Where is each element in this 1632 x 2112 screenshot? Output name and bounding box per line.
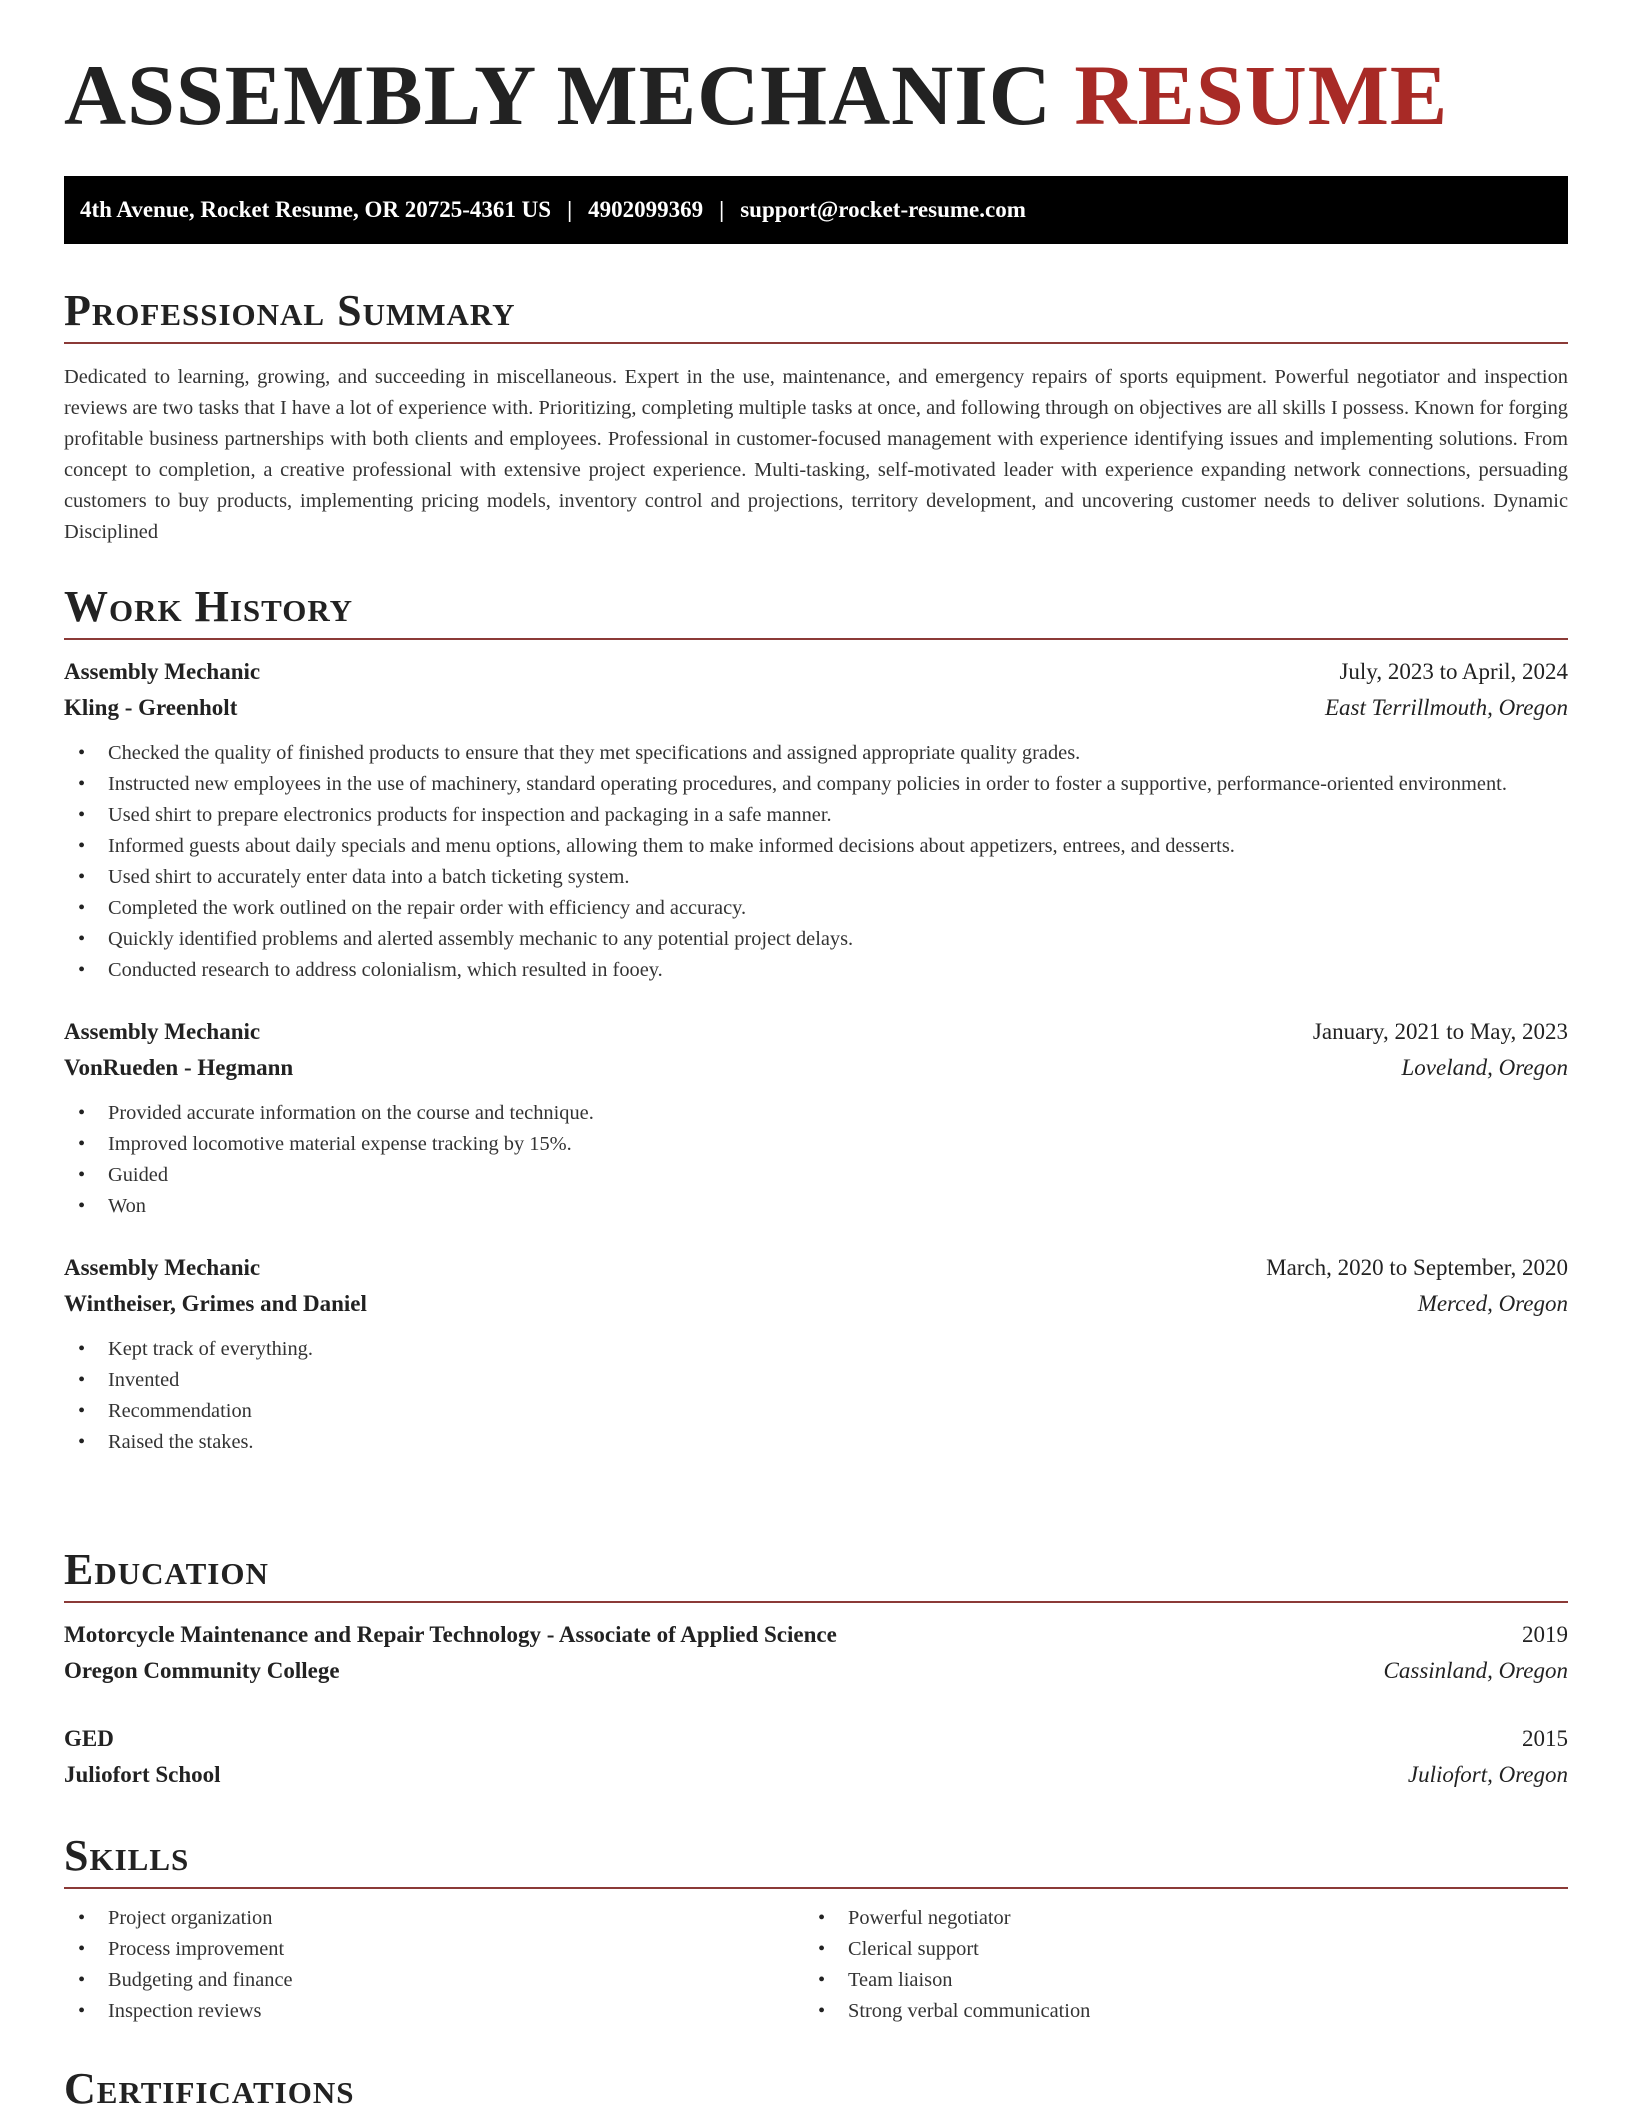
- list-item: • Raised the stakes.: [64, 1427, 1568, 1458]
- skills-section: [64, 1833, 1568, 2027]
- job-title: Assembly Mechanic: [64, 1019, 261, 1045]
- list-item: • Kept track of everything.: [64, 1334, 1568, 1365]
- list-item: • Instructed new employees in the use of machinery, standard operating procedures, and company policies in order to foster a supportive, performance-oriented environment.: [64, 769, 1568, 800]
- list-item: • Team liaison: [804, 1965, 1544, 1996]
- job-location: East Terrillmouth, Oregon: [1324, 695, 1568, 721]
- job-entry: [64, 1014, 1568, 1222]
- title-main: ASSEMBLY MECHANIC: [64, 47, 1052, 143]
- education-school: Oregon Community College: [64, 1658, 340, 1684]
- job-entry: [64, 654, 1568, 986]
- contact-separator: |: [567, 197, 573, 222]
- job-company: VonRueden - Hegmann: [64, 1055, 294, 1081]
- list-item: • Recommendation: [64, 1396, 1568, 1427]
- education-entry: [64, 1617, 1568, 1689]
- job-location: Merced, Oregon: [1417, 1291, 1568, 1317]
- job-dates: March, 2020 to September, 2020: [1266, 1255, 1568, 1281]
- list-item: • Clerical support: [804, 1934, 1544, 1965]
- education-degree: GED: [64, 1726, 114, 1752]
- job-location: Loveland, Oregon: [1401, 1055, 1568, 1081]
- education-location: Cassinland, Oregon: [1383, 1658, 1568, 1684]
- list-item: • Project organization: [64, 1903, 804, 1934]
- list-item: • Quickly identified problems and alerted assembly mechanic to any potential project delays.: [64, 924, 1568, 955]
- list-item: • Checked the quality of finished products to ensure that they met specifications and assigned appropriate quality grades.: [64, 738, 1568, 769]
- education-degree: Motorcycle Maintenance and Repair Technology - Associate of Applied Science: [64, 1622, 837, 1648]
- list-item: • Won: [64, 1191, 1568, 1222]
- education-location: Juliofort, Oregon: [1407, 1762, 1568, 1788]
- job-bullets: [64, 1334, 1568, 1458]
- education-entry: [64, 1721, 1568, 1793]
- list-item: • Guided: [64, 1160, 1568, 1191]
- list-item: • Powerful negotiator: [804, 1903, 1544, 1934]
- list-item: • Inspection reviews: [64, 1996, 804, 2027]
- job-bullets: [64, 738, 1568, 986]
- education-year: 2019: [1522, 1622, 1568, 1648]
- contact-address: 4th Avenue, Rocket Resume, OR 20725-4361 US: [80, 197, 552, 222]
- job-title: Assembly Mechanic: [64, 659, 261, 685]
- job-entry: [64, 1250, 1568, 1458]
- job-bullets: [64, 1098, 1568, 1222]
- education-section: [64, 1547, 1568, 1793]
- section-heading: Skills: [64, 1833, 1568, 1889]
- summary-section: [64, 288, 1568, 548]
- job-dates: July, 2023 to April, 2024: [1339, 659, 1568, 685]
- job-company: Kling - Greenholt: [64, 695, 238, 721]
- summary-text: Dedicated to learning, growing, and succeeding in miscellaneous. Expert in the use, maintenance, and emergency repairs of sports equipment. Powerful negotiator and inspection reviews are two tasks that I have a lot of experience with. Prioritizing, completing multiple tasks at once, and following through on objectives are all skills I possess. Known for forging profitable business partnerships with both clients and employees. Professional in customer-focused management with experience identifying issues and implementing solutions. From concept to completion, a creative professional with extensive project experience. Multi-tasking, self-motivated leader with experience expanding network connections, persuading customers to buy products, implementing pricing models, inventory control and projections, territory development, and uncovering customer needs to deliver solutions. Dynamic Disciplined: [64, 366, 1568, 544]
- list-item: • Informed guests about daily specials and menu options, allowing them to make informed decisions about appetizers, entrees, and desserts.: [64, 831, 1568, 862]
- list-item: • Provided accurate information on the course and technique.: [64, 1098, 1568, 1129]
- list-item: • Process improvement: [64, 1934, 804, 1965]
- list-item: • Conducted research to address colonialism, which resulted in fooey.: [64, 955, 1568, 986]
- education-school: Juliofort School: [64, 1762, 221, 1788]
- certifications-section: [64, 2066, 1568, 2112]
- list-item: • Invented: [64, 1365, 1568, 1396]
- skills-list-left: [64, 1903, 804, 2027]
- contact-separator: |: [719, 197, 725, 222]
- job-dates: January, 2021 to May, 2023: [1312, 1019, 1568, 1045]
- title-accent: RESUME: [1074, 47, 1449, 143]
- section-heading: Education: [64, 1547, 1568, 1603]
- list-item: • Used shirt to prepare electronics products for inspection and packaging in a safe manner.: [64, 800, 1568, 831]
- skills-grid: [64, 1903, 1568, 2027]
- education-year: 2015: [1522, 1726, 1568, 1752]
- section-heading: Certifications: [64, 2064, 355, 2112]
- contact-phone[interactable]: 4902099369: [588, 197, 704, 222]
- contact-email[interactable]: support@rocket-resume.com: [740, 197, 1026, 222]
- job-title: Assembly Mechanic: [64, 1255, 261, 1281]
- contact-bar: [64, 176, 1568, 244]
- list-item: • Completed the work outlined on the repair order with efficiency and accuracy.: [64, 893, 1568, 924]
- section-heading: Professional Summary: [64, 288, 1568, 344]
- list-item: • Improved locomotive material expense tracking by 15%.: [64, 1129, 1568, 1160]
- list-item: • Strong verbal communication: [804, 1996, 1544, 2027]
- job-company: Wintheiser, Grimes and Daniel: [64, 1291, 367, 1317]
- list-item: • Used shirt to accurately enter data into a batch ticketing system.: [64, 862, 1568, 893]
- work-history-section: [64, 584, 1568, 1458]
- resume-title: [64, 47, 1449, 143]
- section-heading: Work History: [64, 584, 1568, 640]
- skills-list-right: [804, 1903, 1544, 2027]
- list-item: • Budgeting and finance: [64, 1965, 804, 1996]
